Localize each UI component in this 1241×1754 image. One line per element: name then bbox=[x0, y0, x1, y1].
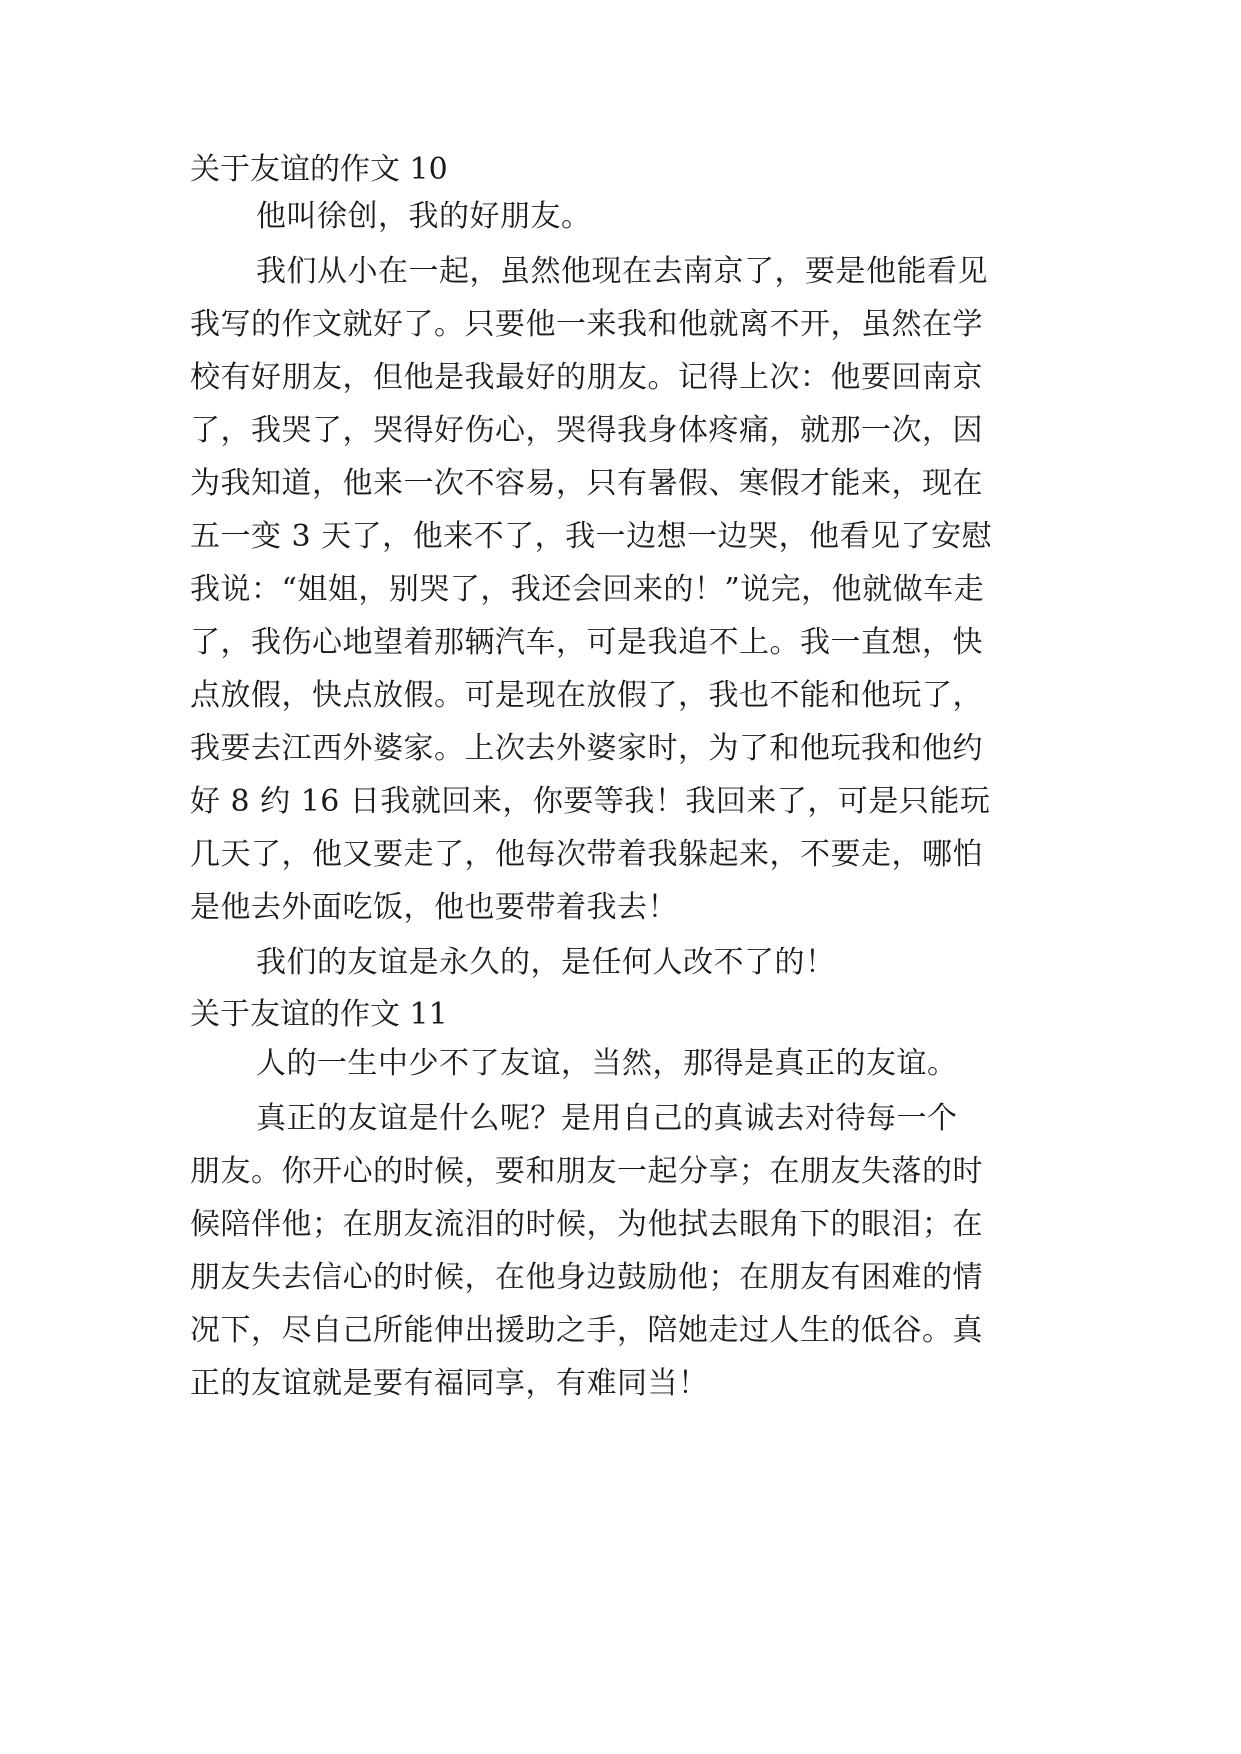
paragraph-line: 他叫徐创，我的好朋友。 bbox=[256, 199, 592, 234]
paragraph-line: 我要去江西外婆家。上次去外婆家时，为了和他玩我和他约 bbox=[190, 731, 983, 766]
paragraph-line: 朋友失去信心的时候，在他身边鼓励他；在朋友有困难的情 bbox=[190, 1260, 983, 1295]
paragraph-line: 我们的友谊是永久的，是任何人改不了的！ bbox=[256, 945, 836, 980]
paragraph-line: 人的一生中少不了友谊，当然，那得是真正的友谊。 bbox=[256, 1046, 958, 1081]
paragraph-line: 正的友谊就是要有福同享，有难同当！ bbox=[190, 1366, 709, 1401]
paragraph-line: 真正的友谊是什么呢？是用自己的真诚去对待每一个 bbox=[256, 1101, 958, 1136]
paragraph-line: 我写的作文就好了。只要他一来我和他就离不开，虽然在学 bbox=[190, 307, 983, 342]
paragraph-line: 朋友。你开心的时候，要和朋友一起分享；在朋友失落的时 bbox=[190, 1154, 983, 1189]
paragraph-line: 了，我哭了，哭得好伤心，哭得我身体疼痛，就那一次，因 bbox=[190, 413, 983, 448]
paragraph-line: 几天了，他又要走了，他每次带着我躲起来，不要走，哪怕 bbox=[190, 837, 983, 872]
paragraph-line: 我们从小在一起，虽然他现在去南京了，要是他能看见 bbox=[256, 254, 988, 289]
paragraph-line: 为我知道，他来一次不容易，只有暑假、寒假才能来，现在 bbox=[190, 466, 983, 501]
essay-title-11: 关于友谊的作文 11 bbox=[190, 997, 448, 1032]
paragraph-line: 我说：“姐姐，别哭了，我还会回来的！”说完，他就做车走 bbox=[190, 572, 985, 607]
paragraph-line: 点放假，快点放假。可是现在放假了，我也不能和他玩了， bbox=[190, 678, 983, 713]
paragraph-line: 是他去外面吃饭，他也要带着我去！ bbox=[190, 890, 678, 925]
paragraph-line: 好 8 约 16 日我就回来，你要等我！我回来了，可是只能玩 bbox=[190, 784, 991, 819]
paragraph-line: 五一变 3 天了，他来不了，我一边想一边哭，他看见了安慰 bbox=[190, 519, 993, 554]
paragraph-line: 候陪伴他；在朋友流泪的时候，为他拭去眼角下的眼泪；在 bbox=[190, 1207, 983, 1242]
paragraph-line: 了，我伤心地望着那辆汽车，可是我追不上。我一直想，快 bbox=[190, 625, 983, 660]
essay-title-10: 关于友谊的作文 10 bbox=[190, 152, 448, 187]
paragraph-line: 况下，尽自己所能伸出援助之手，陪她走过人生的低谷。真 bbox=[190, 1313, 983, 1348]
paragraph-line: 校有好朋友，但他是我最好的朋友。记得上次：他要回南京 bbox=[190, 360, 983, 395]
